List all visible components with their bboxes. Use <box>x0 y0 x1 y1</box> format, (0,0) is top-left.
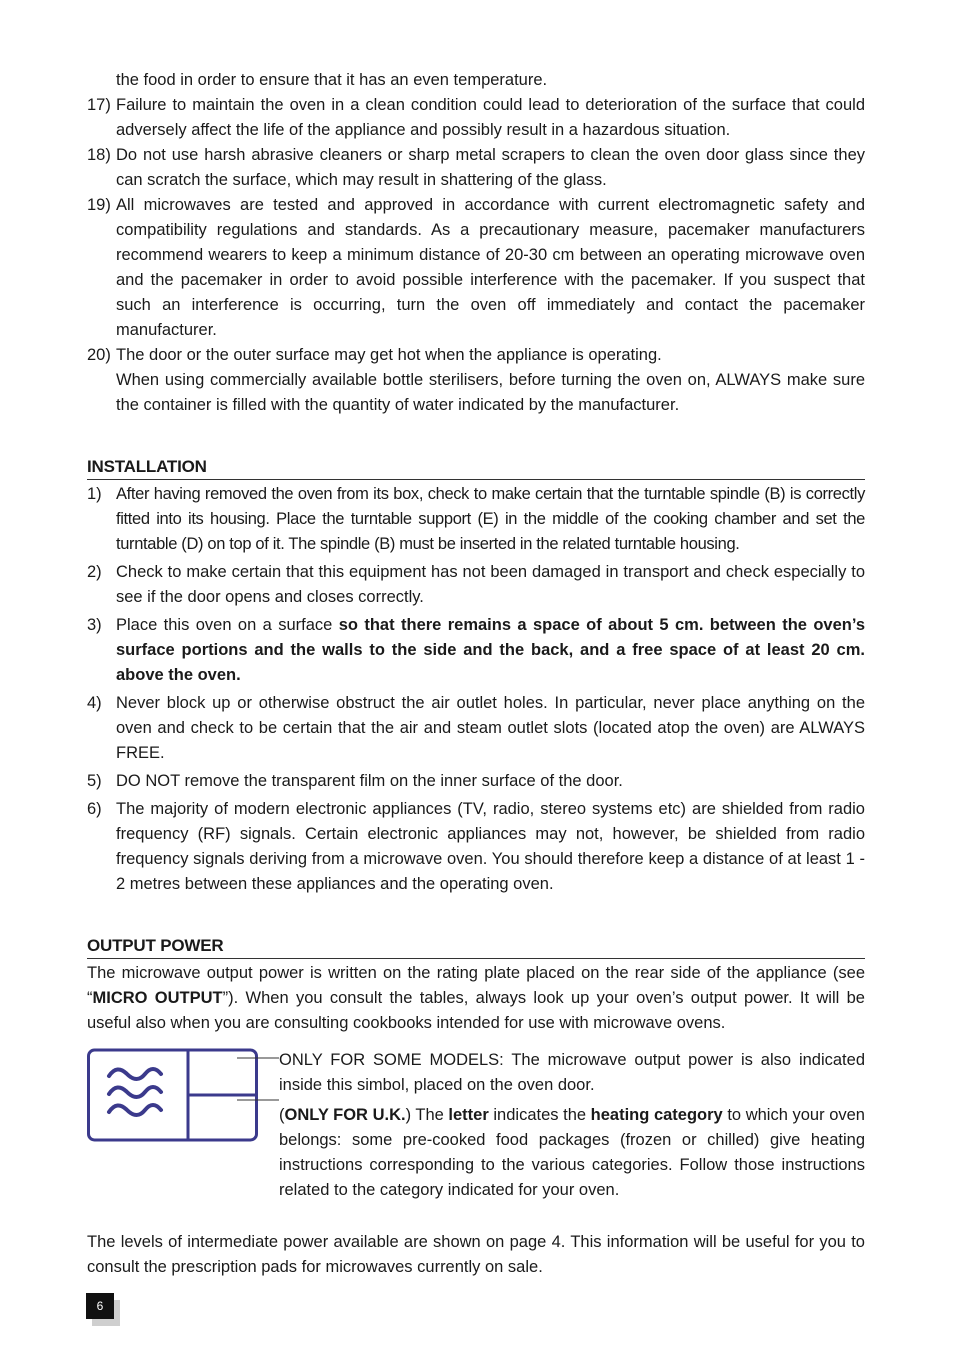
list-item <box>87 560 865 610</box>
page-number: 6 <box>86 1293 114 1319</box>
item-text: Place this oven on a surface <box>116 616 339 634</box>
list-item <box>87 769 865 794</box>
uk-note-text: ) The <box>405 1106 449 1124</box>
item-text: All microwaves are tested and approved in accordance with current electromagnetic safety and compatibility regulations and standards. As a precautionary measure, pacemaker manufacturers recommend wearers to keep a minimum distance of 20-30 cm between an operating microwave oven and the pacemaker in order to avoid possible interference with the pacemaker. If you suspect that such an interference is occurring, turn the oven off immediately and contact the pacemaker manufacturer. <box>116 196 865 339</box>
microwave-symbol-icon <box>87 1048 283 1144</box>
item-number: 19) <box>87 196 111 214</box>
item-text: The door or the outer surface may get hot when the appliance is operating. <box>116 346 662 364</box>
list-item <box>87 93 865 143</box>
item-number: 20) <box>87 346 111 364</box>
uk-note-text: indicates the <box>488 1106 591 1124</box>
item-text: DO NOT remove the transparent film on the inner surface of the door. <box>116 772 623 790</box>
micro-output-label: MICRO OUTPUT <box>92 989 223 1007</box>
section-heading-output-power: OUTPUT POWER <box>87 934 865 959</box>
item-text: Check to make certain that this equipment has not been damaged in transport and check especially to see if the door opens and closes correctly. <box>116 563 865 606</box>
list-item <box>87 143 865 193</box>
installation-list <box>87 482 865 897</box>
paragraph-text: ”). When you consult the tables, always look up your oven’s output power. It will be useful also when you are consulting cookbooks intended for use with microwave ovens. <box>87 989 865 1032</box>
symbol-description <box>279 1048 865 1203</box>
item-number: 2) <box>87 563 102 581</box>
item-continuation: When using commercially available bottle sterilisers, before turning the oven on, ALWAYS make sure the container is filled with the quantity of water indicated by the manufacturer. <box>116 371 865 414</box>
item-text: Failure to maintain the oven in a clean condition could lead to deterioration of the surface that could adversely affect the life of the appliance and possibly result in a hazardous situation. <box>116 96 865 139</box>
power-symbol-section <box>87 1048 865 1218</box>
heating-category-label: heating category <box>590 1106 723 1124</box>
uk-label: ONLY FOR U.K. <box>284 1106 406 1124</box>
item-number: 1) <box>87 485 102 503</box>
item-text: The majority of modern electronic appliances (TV, radio, stereo systems etc) are shielded from radio frequency (RF) signals. Certain electronic appliances may not, however, be shielded from radio frequency signals deriving from a microwave oven. You should therefore keep a distance of at least 1 - 2 metres between these appliances and the operating oven. <box>116 800 865 893</box>
symbol-note: ONLY FOR SOME MODELS: The microwave output power is also indicated inside this simbol, placed on the oven door. <box>279 1051 865 1094</box>
output-power-paragraph <box>87 961 865 1036</box>
list-item <box>87 343 865 368</box>
item-number: 5) <box>87 772 102 790</box>
uk-note-text: to which your oven belongs: some pre-cooked food packages (frozen or chilled) give heating instructions corresponding to the various categories. Follow those instructions related to the category indicated for your oven. <box>279 1106 865 1199</box>
uk-note-text: ( <box>279 1106 285 1124</box>
letter-label: letter <box>448 1106 489 1124</box>
item-text: Do not use harsh abrasive cleaners or sharp metal scrapers to clean the oven door glass since they can scratch the surface, which may result in shattering of the glass. <box>116 146 865 189</box>
document-page <box>87 68 865 1280</box>
item-number: 17) <box>87 96 111 114</box>
item-number: 4) <box>87 694 102 712</box>
list-item <box>87 691 865 766</box>
list-item <box>87 193 865 343</box>
continued-text: the food in order to ensure that it has an even temperature. <box>116 71 548 89</box>
item-text: After having removed the oven from its box, check to make certain that the turntable spindle (B) is correctly fitted into its housing. Place the turntable support (E) in the middle of the cooking chamber and set the turntable (D) on top of it. The spindle (B) must be inserted in the related turntable housing. <box>116 485 865 553</box>
uk-note <box>279 1103 865 1203</box>
paragraph-text: The microwave output power is written on the rating plate placed on the rear side of the appliance (see “ <box>87 964 865 1007</box>
list-item <box>87 797 865 897</box>
section-heading-installation: INSTALLATION <box>87 455 865 480</box>
intermediate-power-paragraph: The levels of intermediate power available are shown on page 4. This information will be useful for you to consult the prescription pads for microwaves currently on sale. <box>87 1233 865 1276</box>
item-number: 6) <box>87 800 102 818</box>
item-number: 3) <box>87 616 102 634</box>
list-item <box>87 613 865 688</box>
item-number: 18) <box>87 146 111 164</box>
item-text-bold: so that there remains a space of about 5 cm. between the oven’s surface portions and the walls to the side and the back, and a free space of at least 20 cm. above the oven. <box>116 616 866 684</box>
item-text: Never block up or otherwise obstruct the air outlet holes. In particular, never place anything on the oven and check to be certain that the air and steam outlet slots (located atop the oven) are ALWAYS FREE. <box>116 694 865 762</box>
list-item <box>87 482 865 557</box>
